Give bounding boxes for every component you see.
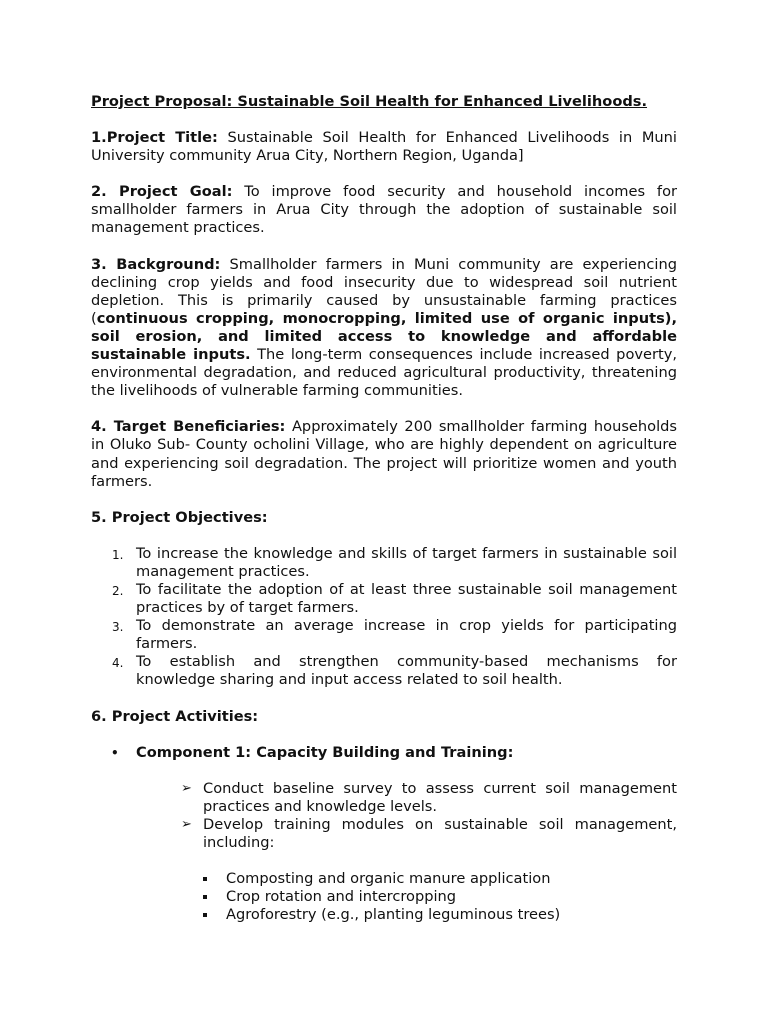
project-title-section	[91, 129, 677, 165]
document-title: Project Proposal: Sustainable Soil Health for Enhanced Livelihoods.	[91, 93, 648, 110]
list-item	[91, 888, 677, 906]
background-text-1: Smallholder farmers in Muni community are experiencing declining crop yields and food insecurity due to widespread soil nutrient depletion. This is primarily caused by unsustainable farming practices (	[91, 255, 678, 327]
background-text-2: The long-term consequences include increased poverty, environmental degradation, and reduced agricultural productivity, threatening the livelihoods of vulnerable farming communities.	[91, 346, 677, 400]
beneficiaries-section	[91, 418, 677, 490]
list-item	[91, 780, 677, 816]
project-goal-text: To improve food security and household incomes for smallholder farmers in Arua City through the adoption of sustainable soil management practices.	[91, 183, 678, 237]
bullet-icon: •	[111, 745, 119, 760]
objectives-heading: 5. Project Objectives:	[91, 508, 268, 526]
objective-text: To establish and strengthen community-based mechanisms for knowledge sharing and input access related to soil health.	[136, 653, 677, 689]
module-text: Composting and organic manure application	[226, 870, 551, 888]
activities-heading: 6. Project Activities:	[91, 707, 259, 725]
component-1-heading	[91, 744, 677, 762]
project-title-label: 1.Project Title:	[91, 129, 218, 147]
background-section	[91, 256, 677, 401]
beneficiaries-label: 4. Target Beneficiaries:	[91, 418, 286, 436]
list-item	[91, 653, 677, 689]
project-goal-section	[91, 183, 677, 237]
list-number: 2.	[112, 583, 124, 598]
list-number: 3.	[112, 620, 124, 635]
component-1-activities	[91, 780, 677, 852]
list-item	[91, 545, 677, 581]
training-modules-list	[91, 870, 677, 924]
background-bold-causes: continuous cropping, monocropping, limited use of organic inputs), soil erosion, and limited access to knowledge and affordable sustainable inputs.	[91, 309, 677, 364]
project-title-text: Sustainable Soil Health for Enhanced Livelihoods in Muni University community Arua City, Northern Region, Uganda]	[91, 129, 677, 165]
square-bullet-icon	[203, 895, 207, 899]
objective-text: To increase the knowledge and skills of target farmers in sustainable soil management practices.	[136, 544, 677, 580]
list-number: 1.	[112, 547, 124, 562]
list-item	[91, 617, 677, 653]
objective-text: To facilitate the adoption of at least three sustainable soil management practices by of target farmers.	[136, 580, 677, 617]
activity-text: Conduct baseline survey to assess current soil management practices and knowledge levels.	[203, 779, 677, 815]
square-bullet-icon	[203, 913, 207, 917]
background-label: 3. Background:	[91, 255, 221, 273]
module-text: Crop rotation and intercropping	[226, 888, 457, 906]
list-item	[91, 816, 677, 852]
objective-text: To demonstrate an average increase in crop yields for participating farmers.	[136, 617, 677, 653]
list-item	[91, 581, 677, 617]
module-text: Agroforestry (e.g., planting leguminous trees)	[226, 906, 561, 924]
activity-text: Develop training modules on sustainable soil management, including:	[203, 815, 677, 851]
list-item	[91, 870, 677, 888]
objectives-list	[91, 545, 677, 690]
arrow-bullet-icon: ➢	[181, 816, 192, 832]
beneficiaries-text: Approximately 200 smallholder farming households in Oluko Sub- County ocholini Village, who are highly dependent on agriculture and experiencing soil degradation. The project will prioritize women and youth farmers.	[91, 418, 678, 490]
arrow-bullet-icon: ➢	[181, 780, 192, 796]
square-bullet-icon	[203, 877, 207, 881]
list-number: 4.	[112, 656, 124, 671]
component-1-title: Component 1: Capacity Building and Training:	[136, 743, 514, 761]
list-item	[91, 906, 677, 924]
project-goal-label: 2. Project Goal:	[91, 183, 233, 201]
